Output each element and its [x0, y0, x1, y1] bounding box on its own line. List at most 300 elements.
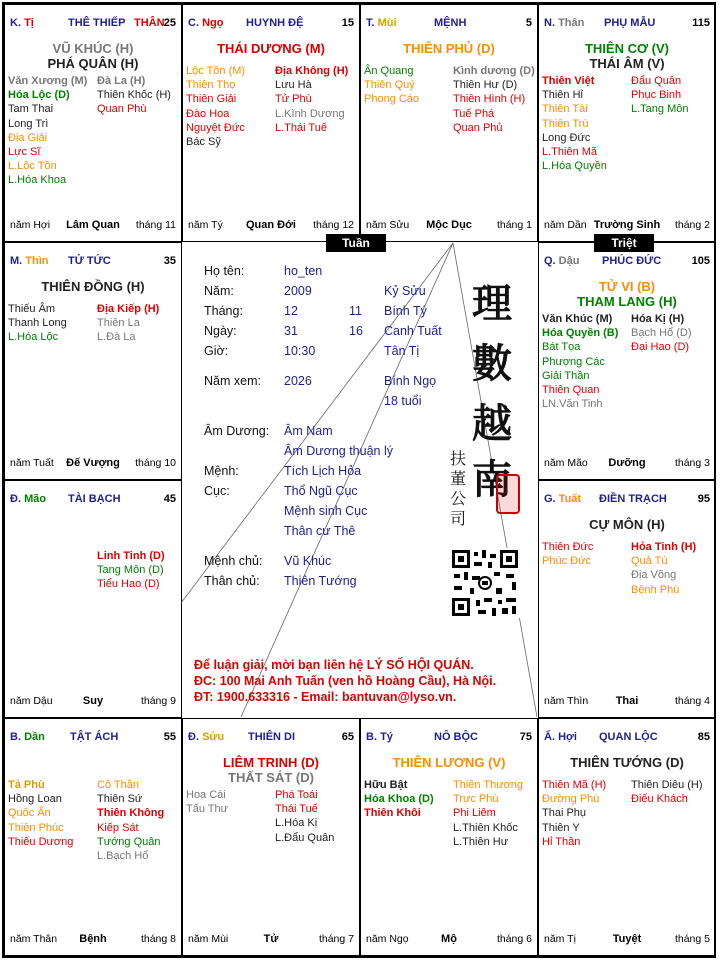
- minor-star: Tam Thai: [8, 103, 54, 116]
- minor-star: Tuế Phá: [453, 107, 495, 120]
- minor-star: Thiên Hỉ: [542, 89, 583, 102]
- palace-year: năm Sửu: [366, 219, 410, 231]
- life-stage: Đế Vượng: [66, 457, 120, 469]
- minor-star: Văn Khúc (M): [542, 313, 613, 325]
- minor-star: Linh Tinh (D): [97, 550, 165, 562]
- logo-char-4: 南: [472, 456, 512, 503]
- palace-header: [188, 731, 354, 745]
- minor-star: Hữu Bật: [364, 779, 408, 791]
- life-stage: Trường Sinh: [593, 219, 661, 231]
- minor-star: Thiên Y: [542, 821, 580, 834]
- branch-label: [544, 731, 577, 743]
- palace-cell-thin: [4, 242, 182, 480]
- palace-month: tháng 5: [674, 933, 710, 945]
- minor-star: Phong Cáo: [364, 93, 420, 106]
- tuoi-value: 18 tuổi: [384, 394, 422, 408]
- branch-stem: N.: [544, 17, 559, 29]
- branch-label: [10, 731, 45, 743]
- minor-star: Phi Liêm: [453, 807, 496, 820]
- life-stage: Lâm Quan: [66, 219, 120, 231]
- main-star: THIÊN TƯỚNG (D): [570, 755, 684, 770]
- minor-stars-right: [275, 788, 334, 845]
- palace-cell-than: [538, 4, 716, 242]
- minor-star: Thái Tuế: [275, 803, 318, 816]
- palace-age-number: 65: [341, 731, 354, 743]
- palace-footer: [544, 695, 710, 709]
- minor-stars-left: [186, 64, 245, 149]
- life-stage: Tuyệt: [612, 933, 642, 945]
- branch-label: [544, 17, 584, 29]
- palace-age-number: 85: [697, 731, 710, 743]
- main-star: THIÊN ĐỒNG (H): [41, 279, 145, 294]
- palace-footer: [366, 219, 532, 233]
- minor-stars-right: [97, 549, 165, 592]
- contact-line-1: Để luận giải, mời bạn liên hệ LÝ SỐ HỘI QUÁN.: [194, 658, 474, 672]
- palace-age-number: 55: [163, 731, 176, 743]
- minor-star: Bát Tọa: [542, 341, 581, 354]
- minor-stars-left: [542, 778, 606, 849]
- palace-header: [10, 493, 176, 507]
- branch-stem: C.: [188, 17, 203, 29]
- palace-name: TỬ TỨC: [68, 255, 111, 267]
- palace-year: năm Mùi: [188, 933, 229, 945]
- palace-month: tháng 3: [674, 457, 710, 469]
- ngay-am: 16: [349, 324, 363, 338]
- minor-stars-right: [453, 778, 523, 849]
- minor-star: Hoa Cái: [186, 789, 226, 801]
- cuc-note-1: Mệnh sinh Cục: [284, 504, 368, 518]
- minor-star: L.Hóa Kị: [275, 817, 318, 830]
- minor-star: Lưu Hà: [275, 79, 312, 92]
- palace-footer: [188, 219, 354, 233]
- palace-month: tháng 11: [135, 219, 176, 231]
- menh-label: Mệnh:: [204, 464, 239, 478]
- palace-name: TẬT ÁCH: [70, 731, 119, 743]
- branch-stem: K.: [10, 17, 25, 29]
- branch-label: [188, 17, 223, 29]
- main-star: TỬ VI (B): [598, 279, 656, 294]
- branch-name: Thìn: [25, 255, 49, 267]
- palace-cell-ty: [360, 718, 538, 956]
- gio-label: Giờ:: [204, 344, 229, 358]
- nam-xem-value: 2026: [284, 374, 312, 388]
- life-stage: Thai: [615, 695, 639, 707]
- branch-name: Tuất: [558, 493, 582, 505]
- minor-star: Thiên Không: [97, 807, 165, 820]
- branch-name: Thân: [558, 17, 585, 29]
- branch-stem: Ấ.: [544, 731, 559, 743]
- minor-star: Phá Toái: [275, 789, 318, 801]
- branch-name: Hợi: [558, 731, 577, 743]
- main-star: THAM LANG (H): [577, 294, 677, 309]
- palace-month: tháng 6: [496, 933, 532, 945]
- minor-star: Ân Quang: [364, 65, 414, 77]
- branch-stem: B.: [10, 731, 25, 743]
- palace-cell-ngo: [182, 4, 360, 242]
- palace-cell-dau: [538, 242, 716, 480]
- palace-month: tháng 1: [496, 219, 532, 231]
- branch-label: [544, 493, 581, 505]
- minor-star: Hóa Khoa (D): [364, 793, 434, 806]
- minor-star: Bệnh Phù: [631, 583, 680, 596]
- minor-star: Đại Hao (D): [631, 341, 690, 354]
- ngay-value: 31: [284, 324, 298, 338]
- palace-cell-mui: [360, 4, 538, 242]
- logo-char-3: 越: [472, 400, 512, 447]
- branch-stem: Q.: [544, 255, 559, 267]
- minor-star: Thiếu Dương: [8, 835, 74, 848]
- cuc-label: Cục:: [204, 484, 230, 498]
- minor-star: Thiên Khốc (H): [97, 89, 171, 102]
- minor-stars-left: [8, 778, 73, 849]
- logo-char-1: 理: [472, 280, 512, 327]
- am-duong-label: Âm Dương:: [204, 424, 270, 438]
- minor-star: L.Hóa Lộc: [8, 331, 59, 344]
- main-star: THIÊN LƯƠNG (V): [392, 755, 506, 770]
- palace-footer: [544, 457, 710, 471]
- minor-star: Thiên Quan: [542, 384, 600, 397]
- minor-star: Đường Phù: [542, 793, 600, 806]
- palace-year: năm Tị: [544, 933, 576, 945]
- palace-year: năm Tý: [188, 219, 223, 231]
- palace-header: [10, 731, 176, 745]
- palace-name: NÔ BỘC: [434, 731, 478, 743]
- branch-name: Sửu: [202, 731, 225, 743]
- palace-header: [366, 731, 532, 745]
- minor-star: Thiên Mã (H): [542, 779, 607, 791]
- minor-star: Điếu Khách: [631, 793, 688, 806]
- palace-month: tháng 12: [313, 219, 354, 231]
- minor-star: Thiên Phúc: [8, 821, 64, 834]
- minor-star: Giải Thần: [542, 369, 590, 382]
- minor-star: Thiên Trù: [542, 117, 589, 130]
- palace-month: tháng 9: [140, 695, 176, 707]
- palace-name: THÊ THIẾP: [68, 17, 126, 29]
- cuc-value: Thổ Ngũ Cục: [284, 484, 358, 498]
- minor-stars-right: [453, 64, 535, 135]
- palace-year: năm Ngọ: [366, 933, 409, 945]
- minor-star: Thanh Long: [8, 317, 67, 330]
- minor-star: Bác Sỹ: [186, 136, 221, 149]
- palace-footer: [544, 933, 710, 947]
- minor-stars-right: [275, 64, 348, 135]
- palace-cell-mao: [4, 480, 182, 718]
- minor-star: L.Hóa Khoa: [8, 174, 67, 187]
- minor-star: L.Thiên Khốc: [453, 821, 518, 834]
- palace-header: [10, 255, 176, 269]
- minor-stars-left: [542, 74, 607, 173]
- palace-year: năm Dần: [544, 219, 587, 231]
- minor-star: L.Hóa Quyền: [542, 160, 607, 173]
- minor-star: Thiên Đức: [542, 541, 594, 553]
- palace-age-number: 5: [525, 17, 532, 29]
- contact-line-2: ĐC: 100 Mai Anh Tuấn (ven hồ Hoàng Cầu), Hà Nội.: [194, 674, 497, 688]
- life-stage: Mộc Dục: [426, 219, 472, 231]
- palace-footer: [366, 933, 532, 947]
- palace-header: [10, 17, 176, 31]
- thang-am: 11: [349, 304, 362, 318]
- branch-name: Ngọ: [202, 17, 224, 29]
- minor-star: Thai Phụ: [542, 807, 587, 820]
- branch-name: Tý: [380, 731, 393, 743]
- minor-star: Thiên Việt: [542, 75, 595, 87]
- minor-star: Thiên Quý: [364, 79, 415, 92]
- minor-stars-right: [631, 312, 692, 355]
- minor-star: Thiên Giải: [186, 93, 237, 106]
- minor-star: LN.Văn Tinh: [542, 398, 603, 411]
- palace-month: tháng 7: [318, 933, 354, 945]
- palace-year: năm Hợi: [10, 219, 51, 231]
- branch-label: [366, 731, 393, 743]
- life-stage: Bệnh: [79, 933, 107, 945]
- minor-star: Tướng Quân: [97, 835, 161, 848]
- minor-star: Hóa Kị (H): [631, 313, 685, 325]
- minor-stars-left: [186, 788, 228, 816]
- minor-stars-left: [542, 312, 618, 411]
- palace-name: QUAN LỘC: [599, 731, 658, 743]
- minor-star: Thiên Thọ: [186, 79, 236, 92]
- minor-stars-right: [97, 74, 171, 117]
- minor-star: L.Bạch Hổ: [97, 850, 149, 863]
- palace-year: năm Dậu: [10, 695, 53, 707]
- minor-star: Quan Phù: [97, 103, 147, 116]
- minor-star: Địa Kiếp (H): [97, 303, 160, 315]
- triet-tag: Triệt: [594, 234, 654, 252]
- minor-star: Bạch Hổ (D): [631, 327, 692, 340]
- minor-star: Địa Võng: [631, 569, 677, 582]
- minor-star: Thiên Tài: [542, 103, 588, 116]
- palace-name: MỆNH: [434, 17, 467, 29]
- palace-age-number: 95: [697, 493, 710, 505]
- palace-name: ĐIỀN TRẠCH: [599, 493, 667, 505]
- main-star: THIÊN PHỦ (D): [403, 41, 495, 56]
- palace-cell-suu: [182, 718, 360, 956]
- minor-star: Phượng Các: [542, 355, 605, 368]
- palace-cell-ti: [4, 4, 182, 242]
- palace-month: tháng 2: [674, 219, 710, 231]
- logo-char-2: 數: [472, 340, 512, 387]
- nam-xem-can-chi: Bính Ngọ: [384, 374, 437, 388]
- minor-star: Thiên Sứ: [97, 793, 143, 806]
- life-stage: Mộ: [441, 933, 457, 945]
- thang-value: 12: [284, 304, 298, 318]
- main-star: THIÊN CƠ (V): [584, 41, 670, 56]
- minor-star: Đẩu Quân: [631, 75, 682, 87]
- palace-year: năm Tuất: [10, 457, 54, 469]
- minor-star: Tiểu Hao (D): [97, 578, 160, 591]
- minor-star: Thiên Khôi: [364, 807, 421, 820]
- minor-stars-right: [97, 778, 164, 863]
- branch-stem: G.: [544, 493, 559, 505]
- minor-stars-left: [364, 64, 419, 107]
- branch-stem: M.: [10, 255, 26, 267]
- minor-star: L.Thiên Hư: [453, 835, 509, 848]
- palace-footer: [188, 933, 354, 947]
- palace-footer: [10, 695, 176, 709]
- minor-star: Nguyệt Đức: [186, 121, 245, 134]
- menh-chu-label: Mệnh chủ:: [204, 554, 263, 568]
- palace-cell-tuat: [538, 480, 716, 718]
- minor-star: Quan Phủ: [453, 121, 503, 134]
- minor-star: Tang Môn (D): [97, 564, 164, 577]
- palace-header: [544, 493, 710, 507]
- main-star: CỰ MÔN (H): [589, 517, 665, 532]
- palace-footer: [544, 219, 710, 233]
- branch-label: [188, 731, 224, 743]
- cuc-note-2: Thân cư Thê: [284, 524, 356, 538]
- palace-name: HUYNH ĐỆ: [246, 17, 304, 29]
- main-star: VŨ KHÚC (H): [52, 41, 134, 56]
- minor-star: Hóa Quyền (B): [542, 327, 619, 340]
- branch-name: Dần: [24, 731, 45, 743]
- palace-cell-hoi: [538, 718, 716, 956]
- branch-label: [544, 255, 579, 267]
- minor-star: Quả Tú: [631, 555, 668, 568]
- palace-age-number: 45: [163, 493, 176, 505]
- minor-star: L.Kình Dương: [275, 107, 345, 120]
- palace-name: THIÊN DI: [248, 731, 296, 743]
- minor-star: Thiên Diêu (H): [631, 779, 703, 791]
- palace-year: năm Mão: [544, 457, 588, 469]
- logo-small-3: 公: [450, 489, 467, 508]
- minor-star: Phúc Đức: [542, 555, 591, 568]
- palace-name: TÀI BẠCH: [68, 493, 121, 505]
- thang-label: Tháng:: [204, 304, 243, 318]
- minor-star: Hỏa Tinh (H): [631, 541, 697, 553]
- palace-header: [188, 17, 354, 31]
- main-star: THẤT SÁT (D): [228, 770, 314, 785]
- minor-star: Thiên Hình (H): [453, 93, 526, 106]
- branch-name: Tị: [24, 17, 34, 29]
- minor-star: L.Thiên Mã: [542, 146, 598, 159]
- ho-ten-label: Họ tên:: [204, 264, 245, 278]
- nam-can-chi: Kỷ Sửu: [384, 284, 426, 298]
- branch-stem: Đ.: [10, 493, 25, 505]
- minor-star: Lộc Tồn (M): [186, 65, 246, 77]
- minor-stars-left: [542, 540, 593, 568]
- palace-age-number: 75: [519, 731, 532, 743]
- minor-star: Địa Giải: [8, 131, 48, 144]
- minor-star: Long Trì: [8, 117, 49, 130]
- palace-age-number: 105: [691, 255, 710, 267]
- minor-star: Tấu Thư: [186, 803, 229, 816]
- than-marker: THÂN: [134, 17, 165, 29]
- main-star: THÁI ÂM (V): [589, 56, 665, 71]
- minor-star: Đào Hoa: [186, 107, 230, 120]
- minor-stars-right: [97, 302, 159, 345]
- nam-xem-label: Năm xem:: [204, 374, 261, 388]
- branch-name: Dậu: [558, 255, 580, 267]
- minor-star: Thiên Thương: [453, 779, 524, 791]
- main-star: THÁI DƯƠNG (M): [217, 41, 325, 56]
- minor-star: Kình dương (D): [453, 65, 535, 77]
- minor-star: Trực Phù: [453, 793, 499, 806]
- palace-footer: [10, 933, 176, 947]
- branch-name: Mùi: [377, 17, 397, 29]
- minor-star: Hỉ Thần: [542, 835, 581, 848]
- palace-age-number: 35: [163, 255, 176, 267]
- branch-stem: B.: [366, 731, 381, 743]
- minor-star: Lực Sĩ: [8, 146, 41, 159]
- minor-star: Phục Binh: [631, 89, 682, 102]
- life-stage: Tử: [263, 933, 279, 945]
- minor-stars-left: [8, 302, 67, 345]
- tuan-tag: Tuần: [326, 234, 386, 252]
- minor-star: Cô Thần: [97, 779, 139, 791]
- palace-month: tháng 8: [140, 933, 176, 945]
- life-stage: Dưỡng: [608, 457, 646, 469]
- palace-year: năm Thìn: [544, 695, 589, 707]
- minor-stars-right: [631, 778, 703, 806]
- palace-age-number: 115: [692, 17, 710, 29]
- ho-ten-value: ho_ten: [284, 264, 323, 278]
- logo-small-2: 董: [450, 469, 467, 488]
- palace-cell-dan: [4, 718, 182, 956]
- palace-header: [366, 17, 532, 31]
- palace-month: tháng 4: [674, 695, 710, 707]
- branch-name: Mão: [24, 493, 47, 505]
- minor-star: Hóa Lộc (D): [8, 89, 70, 102]
- minor-star: Địa Không (H): [275, 65, 349, 77]
- palace-header: [544, 255, 710, 269]
- branch-stem: Đ.: [188, 731, 203, 743]
- gio-value: 10:30: [284, 344, 316, 358]
- qr-code-icon: [450, 548, 520, 618]
- palace-name: PHÚC ĐỨC: [602, 255, 662, 267]
- minor-star: Văn Xương (M): [8, 75, 88, 87]
- minor-star: Hồng Loan: [8, 793, 62, 806]
- thang-can-chi: Bính Tý: [384, 304, 427, 318]
- minor-star: L.Đẩu Quân: [275, 831, 335, 844]
- main-star: LIÊM TRINH (D): [222, 755, 320, 770]
- palace-year: năm Thân: [10, 933, 58, 945]
- menh-value: Tích Lịch Hỏa: [284, 464, 362, 478]
- am-duong-note: Âm Dương thuận lý: [284, 444, 393, 458]
- logo-small-1: 扶: [450, 449, 467, 468]
- minor-star: L.Thái Tuế: [275, 121, 327, 134]
- minor-star: L.Tang Môn: [631, 103, 689, 116]
- branch-label: [10, 493, 46, 505]
- palace-age-number: 25: [163, 17, 176, 29]
- palace-month: tháng 10: [135, 457, 176, 469]
- minor-stars-left: [8, 74, 87, 188]
- branch-label: [10, 255, 49, 267]
- minor-star: Kiếp Sát: [97, 821, 139, 834]
- am-duong-value: Âm Nam: [284, 424, 333, 438]
- palace-footer: [10, 219, 176, 233]
- logo-small-4: 司: [450, 509, 467, 528]
- seal-stamp-icon: [496, 474, 520, 514]
- minor-stars-right: [631, 540, 696, 597]
- minor-star: Tả Phù: [8, 779, 45, 791]
- branch-stem: T.: [366, 17, 378, 29]
- life-stage: Suy: [82, 695, 104, 707]
- life-stage: Quan Đới: [246, 219, 296, 231]
- palace-footer: [10, 457, 176, 471]
- minor-star: L.Đà La: [97, 331, 136, 344]
- minor-star: Tử Phù: [275, 93, 312, 106]
- main-star: PHÁ QUÂN (H): [47, 56, 139, 71]
- ngay-can-chi: Canh Tuất: [384, 324, 442, 338]
- contact-line-3: ĐT: 1900.633316 - Email: bantuvan@lyso.vn.: [194, 690, 457, 704]
- branch-label: [10, 17, 34, 29]
- minor-stars-right: [631, 74, 688, 117]
- nam-label: Năm:: [204, 284, 234, 298]
- minor-star: Đà La (H): [97, 75, 146, 87]
- palace-age-number: 15: [341, 17, 354, 29]
- minor-star: Quốc Ấn: [8, 807, 51, 820]
- than-chu-label: Thân chủ:: [204, 574, 260, 588]
